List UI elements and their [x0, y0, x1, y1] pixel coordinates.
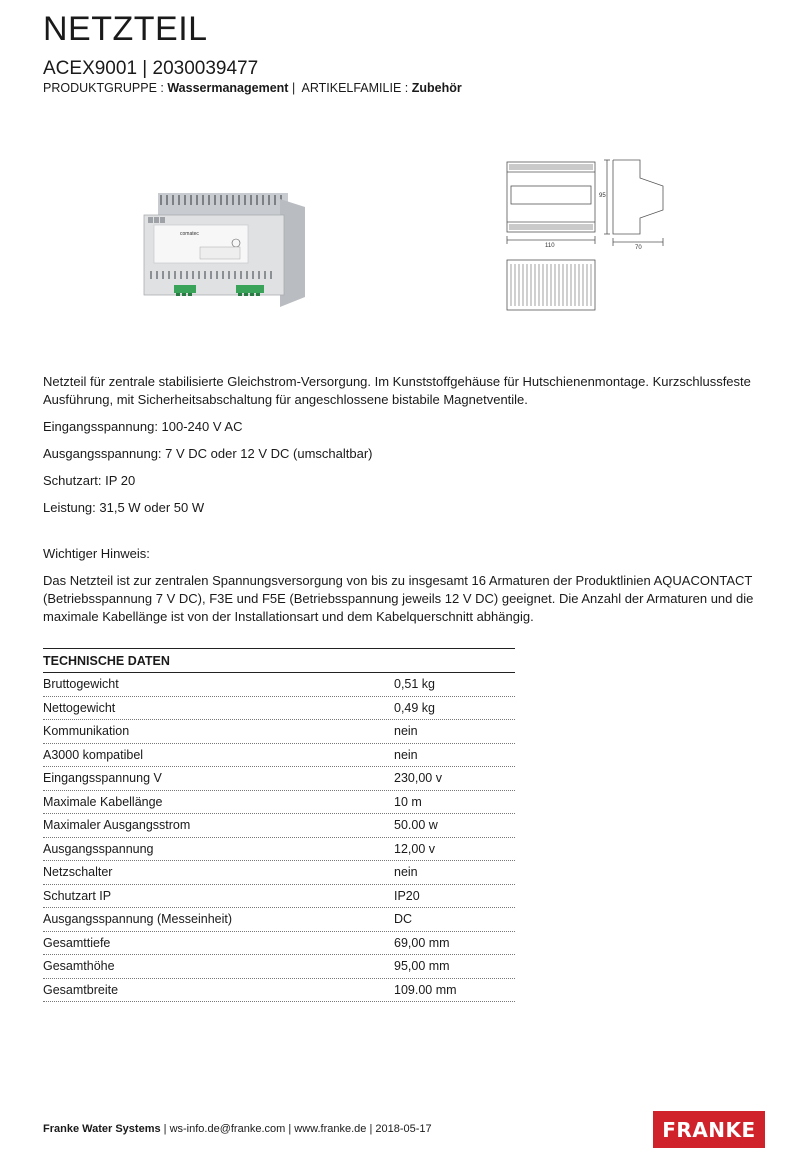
footer-contact: | ws-info.de@franke.com | www.franke.de | 2018-05-17	[163, 1123, 432, 1135]
row-label: Ausgangsspannung (Messeinheit)	[43, 912, 233, 927]
tech-data-table	[43, 648, 515, 1002]
note-title: Wichtiger Hinweis:	[43, 546, 150, 561]
table-row	[43, 861, 515, 885]
dim-width: 110	[545, 243, 555, 249]
svg-text:comatec: comatec	[180, 231, 199, 237]
row-value: 0,51 kg	[394, 677, 436, 692]
description	[43, 373, 773, 635]
row-label: Bruttogewicht	[43, 677, 119, 692]
footer-company: Franke Water Systems	[43, 1123, 161, 1135]
power-text: Leistung: 31,5 W oder 50 W	[43, 500, 205, 515]
footer	[43, 1123, 432, 1135]
row-label: Netzschalter	[43, 865, 113, 880]
row-value: nein	[394, 747, 418, 762]
row-value: 12,00 v	[394, 841, 436, 856]
row-value: 69,00 mm	[394, 935, 450, 950]
row-label: A3000 kompatibel	[43, 747, 144, 762]
row-value: 50.00 w	[394, 818, 438, 833]
family-value: Zubehör	[411, 81, 462, 95]
row-label: Nettogewicht	[43, 700, 116, 715]
table-row	[43, 697, 515, 721]
row-label: Gesamttiefe	[43, 935, 111, 950]
table-row	[43, 814, 515, 838]
row-value: nein	[394, 865, 418, 880]
product-photo	[140, 185, 308, 310]
table-row	[43, 744, 515, 768]
table-row	[43, 673, 515, 697]
table-row	[43, 979, 515, 1003]
table-row	[43, 932, 515, 956]
row-label: Gesamtbreite	[43, 982, 119, 997]
table-row	[43, 767, 515, 791]
table-row	[43, 908, 515, 932]
table-row	[43, 885, 515, 909]
franke-logo: FRANKE	[653, 1111, 765, 1148]
row-value: 0,49 kg	[394, 700, 436, 715]
row-label: Eingangsspannung V	[43, 771, 162, 786]
intro-text: Netzteil für zentrale stabilisierte Gleichstrom-Versorgung. Im Kunststoffgehäuse für Hutschienenmontage. Kurzschlussfeste Ausführung, mit Sicherheitsabschaltung für angeschlossene bistabile Magnetventile.	[43, 374, 751, 407]
product-meta: PRODUKTGRUPPE : Wassermanagement | ARTIKELFAMILIE : Zubehör	[43, 81, 462, 95]
row-label: Gesamthöhe	[43, 959, 115, 974]
row-value: 230,00 v	[394, 771, 442, 786]
row-label: Schutzart IP	[43, 888, 112, 903]
protection-text: Schutzart: IP 20	[43, 473, 136, 488]
row-value: DC	[394, 912, 413, 927]
output-voltage-text: Ausgangsspannung: 7 V DC oder 12 V DC (umschaltbar)	[43, 446, 373, 461]
table-row	[43, 720, 515, 744]
dim-depth: 70	[635, 245, 642, 251]
row-label: Maximaler Ausgangsstrom	[43, 818, 191, 833]
table-row	[43, 791, 515, 815]
row-label: Ausgangsspannung	[43, 841, 154, 856]
row-value: IP20	[394, 888, 420, 903]
row-value: 10 m	[394, 794, 422, 809]
row-label: Kommunikation	[43, 724, 130, 739]
family-label: ARTIKELFAMILIE :	[301, 81, 409, 95]
technical-drawing	[495, 150, 775, 315]
row-label: Maximale Kabellänge	[43, 794, 163, 809]
table-row	[43, 955, 515, 979]
row-value: 109.00 mm	[394, 982, 457, 997]
note-text: Das Netzteil ist zur zentralen Spannungsversorgung von bis zu insgesamt 16 Armaturen der Produktlinien AQUACONTACT (Betriebsspannung 7 V DC), F3E und F5E (Betriebsspannung jeweils 12 V DC) geeignet. Die Anzahl der Armaturen und die maximale Kabellänge ist von der Installationsart und dem Kabelquerschnitt abhängig.	[43, 573, 754, 624]
tech-data-header: TECHNISCHE DATEN	[43, 649, 515, 673]
row-value: nein	[394, 724, 418, 739]
page-title: NETZTEIL	[43, 10, 208, 48]
row-value: 95,00 mm	[394, 959, 450, 974]
table-row	[43, 838, 515, 862]
group-label: PRODUKTGRUPPE :	[43, 81, 164, 95]
product-code: ACEX9001 | 2030039477	[43, 58, 259, 79]
input-voltage-text: Eingangsspannung: 100-240 V AC	[43, 419, 243, 434]
group-value: Wassermanagement	[167, 81, 289, 95]
dim-height: 95	[599, 193, 606, 199]
